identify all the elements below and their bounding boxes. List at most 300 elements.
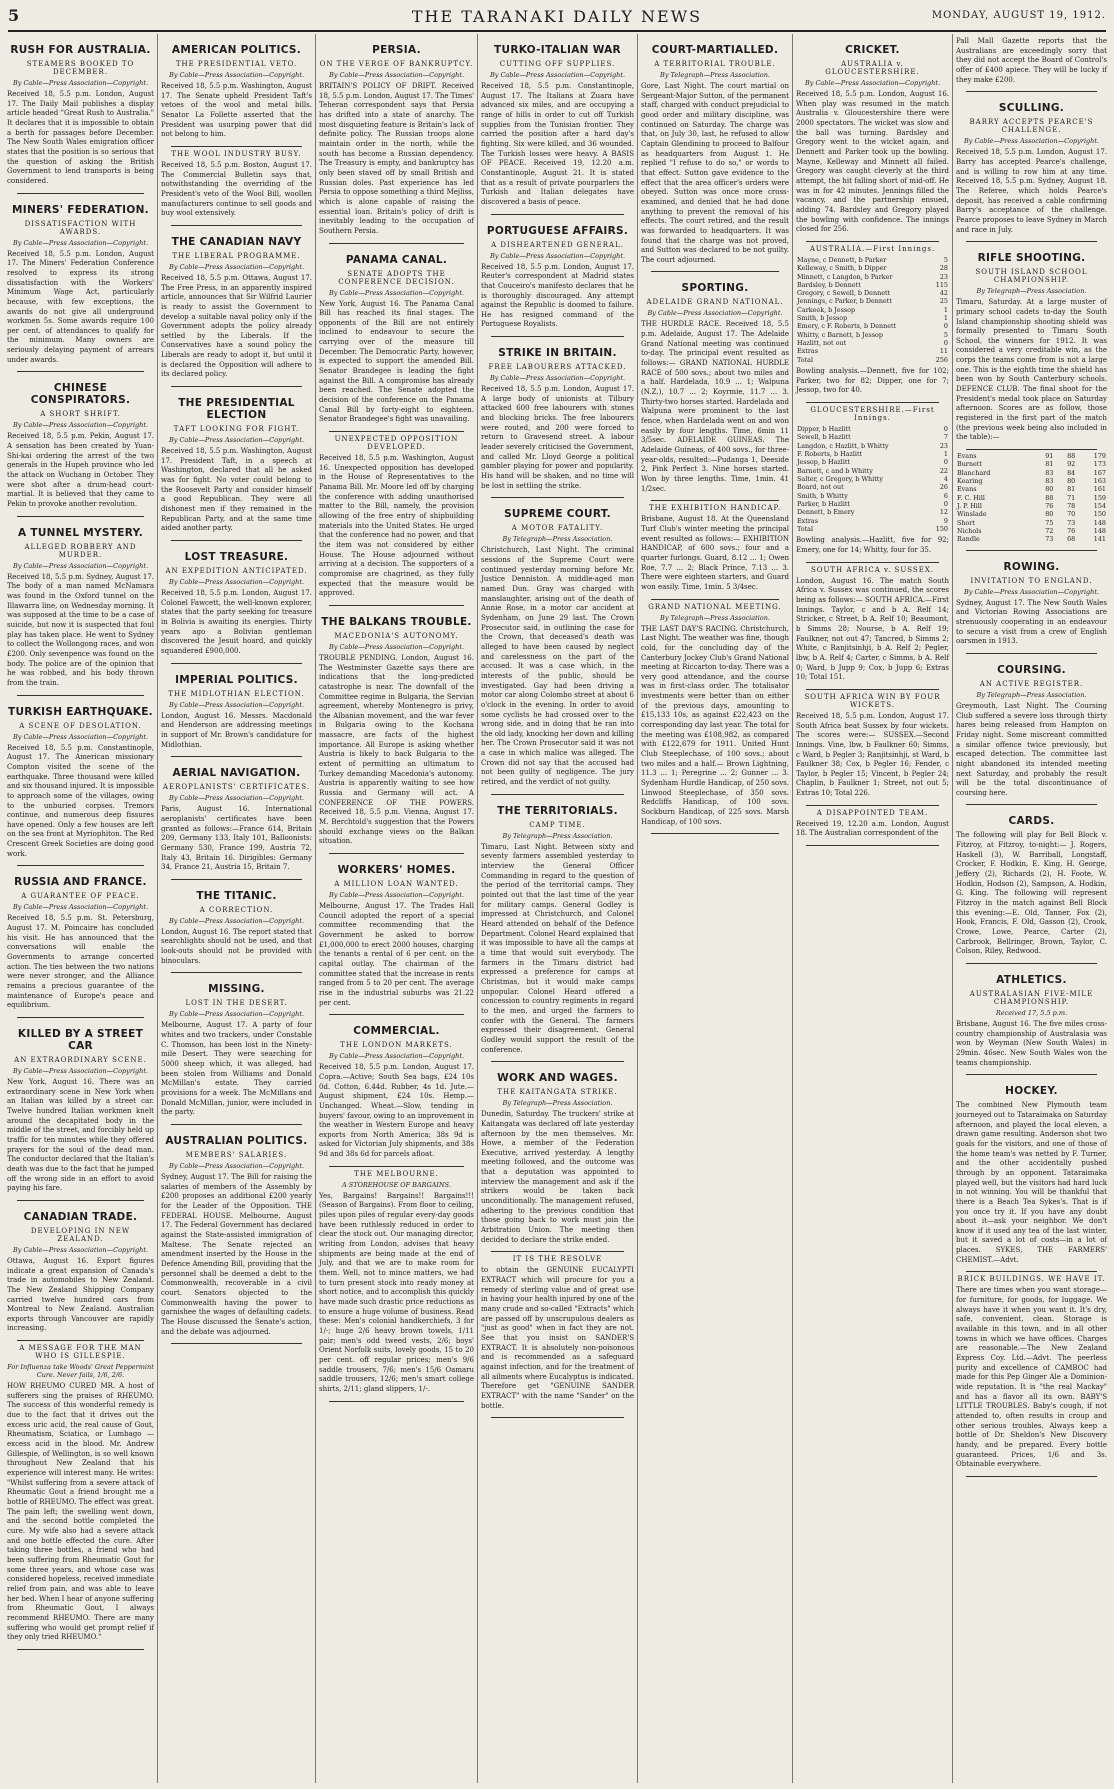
table-cell: 0: [943, 458, 948, 467]
table-cell: 23: [939, 441, 948, 450]
article-subheading: DISSATISFACTION WITH AWARDS.: [24, 219, 137, 236]
section-divider: [17, 695, 144, 696]
article-body: New York, August 16. The Panama Canal Bill has reached its final stages. The opponents of the Bill are not entirely inclined to endeavour to secure the carrying over of the measure till December. The Democratic Party, however, is expected to support the amended Bill. Senator Brandegee is leading the fight against the Bill. A compromise has already been reached. The Senate adopted the decision of the conference on the Panama Canal Bill by forty-eight to eighteen. Senator Brandegee's fight was unavailing.: [319, 299, 474, 424]
article-body: THE LAST DAY'S RACING. Christchurch, Last Night. The weather was fine, though cold, for the concluding day of the Canterbury Jockey Club's Grand National meeting at Riccarton to-day. There was a very good attendance, and the course was in first-class order. The totalisator investments were better than on either of the previous days, amounting to £15,133 10s, as against £22,423 on the corresponding day last year. The total for the meeting was £108,982, as compared with £122,679 for 1911. United Hunt Club Steeplechase, of 100 sovs.; about two miles and a half.— Brown Lightning, 11.3 ... 1; Peregrine ... 2; Gunner ... 3. Sydenham Hurdle Handicap, of 250 sovs. Linwood Steeplechase, of 350 sovs. Redcliffs Handicap, of 100 sovs. Sockburn Handicap, of 225 sovs. Marsh Handicap, of 100 sovs.: [641, 624, 789, 826]
article-body: Melbourne, August 17. The Trades Hall Council adopted the report of a special committee recommending that the Government be asked to borrow £1,000,000 to erect 2000 houses, charging the tenants a rental of 6 per cent. on the capital outlay. The chairman of the committee stated that the increase in rents ranged from 5 to 20 per cent. The average rise in the industrial suburbs was 21.22 per cent.: [319, 902, 474, 1007]
article-headline: AERIAL NAVIGATION.: [172, 767, 301, 780]
article-subheading: THE LONDON MARKETS.: [340, 1041, 453, 1050]
table-cell: 0: [943, 425, 948, 434]
article-body: Received 18, 5.5 p.m. Constantinople, August 17. The Italians at Zuara have advanced six miles, and are occupying a range of hills in order to cut off Turkish supplies from the Tunisian frontier. They carried the position after a hard day's fighting. Six were killed, and 36 wounded. The Turkish losses were heavy. A BASIS OF PEACE. Received 19, 12.20 a.m. Constantinople, August 21. It is stated that as a result of private pourparlers the Turkish and Italian delegates have discovered a basis of peace.: [481, 82, 634, 206]
section-divider: [966, 804, 1097, 805]
article: [161, 150, 312, 226]
table-row: [796, 458, 949, 466]
table-cell: Evans: [957, 485, 977, 494]
article-subheading: AUSTRALIA v. GLOUCESTERSHIRE.: [825, 60, 920, 76]
article-headline: MINERS' FEDERATION.: [12, 203, 149, 216]
article-credit: By Telegraph—Press Association.: [660, 71, 770, 79]
section-divider: [329, 1166, 464, 1167]
article-body: Received 18, 5.5 p.m. Constantinople, August 17. The American missionary Compton visited the scene of the earthquake. Three thousand were killed and six thousand injured. It is impossible to approach some of the villages, owing to the unburied corpses. Tremors continue, and numerous deep fissures have opened. Only a few houses are left on the sea front at Myriophiton. The Red Crescent Greek Societies are doing good work.: [7, 743, 154, 858]
article-body: Brisbane, August 18. At the Queensland Turf Club's winter meeting the principal event resulted as follows:— EXHIBITION HANDICAP, of 600 sovs.; four and a quarter furlongs. Guard, 8.12 ... 1; Owen Roe, 7.7 ... 2; Black Prince, 7.13 ... 3. There were eighteen starters, and Guard won easily. Time, 1min. 5 3/4sec.: [641, 515, 789, 591]
article: [481, 508, 634, 794]
article-credit: By Cable—Press Association—Copyright.: [328, 288, 465, 297]
article: [7, 706, 154, 867]
article-credit: By Cable—Press Association—Copyright.: [804, 79, 941, 87]
article-headline: THE TITANIC.: [196, 889, 277, 902]
article: [7, 527, 154, 696]
article-credit: By Cable—Press Association—Copyright.: [328, 891, 465, 899]
table-cell: 163: [1093, 477, 1106, 486]
table-cell: Short: [957, 518, 975, 527]
article-subheading: THE LIBERAL PROGRAMME.: [172, 251, 301, 260]
article: [796, 406, 949, 563]
article-credit: By Cable—Press Association—Copyright.: [12, 732, 149, 741]
article-credit: By Cable—Press Association—Copyright.: [12, 903, 149, 912]
score-table: [796, 425, 949, 533]
article-headline: AMERICAN POLITICS.: [171, 44, 302, 56]
table-cell: 76: [1067, 526, 1076, 535]
article: [7, 204, 154, 373]
section-divider: [806, 845, 939, 846]
section-divider: [651, 500, 779, 501]
section-divider: [491, 214, 624, 215]
table-row: [796, 508, 949, 516]
article-headline: THE CANADIAN NAVY: [171, 235, 302, 248]
article: [7, 382, 154, 516]
article-credit: By Telegraph—Press Association.: [976, 690, 1087, 699]
section-divider: [171, 879, 302, 880]
section-divider: [966, 963, 1097, 964]
article-body: Received 18, 5.5 p.m. Ottawa, August 17. The Free Press, in an apparently inspired article, announces that Sir Wilfrid Laurier is ready to assist the Government to develop a suitable naval policy only if the Government adopts the policy already settled by the Liberals. If the Conservatives have a sound policy the Liberals are ready to adopt it, but until it is declared the Opposition will adhere to its declared policy.: [161, 273, 312, 379]
table-cell: Extras: [797, 516, 818, 525]
table-cell: 88: [1045, 493, 1054, 502]
article-credit: By Telegraph—Press Association.: [660, 613, 770, 622]
table-cell: 81: [1067, 485, 1076, 494]
section-divider: [806, 241, 939, 242]
section-divider: [17, 1200, 144, 1201]
article-subheading: A MILLION LOAN WANTED.: [334, 880, 459, 888]
table-cell: Carkeek, b Jessop: [797, 305, 856, 314]
article-body: Received 18, 5.5 p.m. Washington, August 17. President Taft, in a speech at Washington, declared that all he asked was for fight. No voter could belong to the Roosevelt Party and consider himself a good Republican. They were all dishonest men if they remained in the Republican Party, and at the same time aided another party.: [161, 447, 312, 533]
article-subheading: TAFT LOOKING FOR FIGHT.: [173, 425, 300, 434]
article-headline: CHINESE CONSPIRATORS.: [30, 382, 131, 407]
section-divider: [491, 1251, 624, 1252]
table-row: [796, 425, 949, 433]
section-divider: [966, 653, 1097, 654]
table-row: [796, 264, 949, 272]
table-cell: Whitty, c Barnett, b Jessop: [797, 330, 883, 339]
article-subheading: A DISAPPOINTED TEAM.: [816, 808, 929, 817]
table-row: [956, 502, 1107, 510]
article-body: Received 19, 12.20 a.m. London, August 18. The Australian correspondent of the: [796, 819, 949, 838]
table-row: [956, 494, 1107, 502]
article-subheading: THE EXHIBITION HANDICAP.: [648, 504, 782, 513]
table-cell: Burnett: [957, 460, 982, 469]
article-headline: WORKERS' HOMES.: [337, 864, 456, 876]
article-headline: RUSSIA AND FRANCE.: [14, 876, 147, 889]
article-subheading: THE PRESIDENTIAL VETO.: [175, 60, 298, 68]
article-subheading: LOST IN THE DESERT.: [185, 999, 288, 1008]
article-body: Ottawa, August 16. Export figures indicate a great expansion of Canada's trade in automobiles to New Zealand. The New Zealand Shipping Company carried twelve hundred cars from Montreal to New Zealand. Australian exports through Vancouver are rapidly increasing.: [7, 1256, 154, 1333]
article: [956, 664, 1107, 806]
article-body: London, August 16. Messrs. Macdonald and Henderson are addressing meetings in support of Mr. Brown's candidature for Midlothian.: [161, 711, 312, 749]
table-row: [956, 535, 1107, 543]
article-headline: MISSING.: [208, 983, 265, 996]
table-row: [796, 450, 949, 458]
article-credit: By Telegraph—Press Association.: [976, 287, 1087, 296]
section-divider: [329, 431, 464, 432]
table-cell: Jennings, c Parker, b Dennett: [797, 297, 892, 306]
article: [161, 983, 312, 1125]
table-cell: 141: [1093, 535, 1106, 544]
table-row: [796, 297, 949, 305]
article-subheading: A CORRECTION.: [199, 905, 274, 914]
section-divider: [329, 1401, 464, 1402]
section-divider: [651, 599, 779, 600]
article: [796, 44, 949, 242]
table-cell: 0: [943, 322, 948, 331]
section-divider: [329, 243, 464, 244]
article: [956, 452, 1107, 551]
article-subheading: MACEDONIA'S AUTONOMY.: [334, 631, 459, 640]
article-subheading: THE KAITANGATA STRIKE.: [497, 1088, 618, 1097]
table-row: [796, 356, 949, 364]
article: [161, 767, 312, 880]
section-divider: [171, 1124, 302, 1125]
article: [956, 1085, 1107, 1272]
table-cell: 73: [1067, 518, 1076, 527]
article-subheading: AN ACTIVE REGISTER.: [979, 679, 1084, 688]
article-credit: By Cable—Press Association—Copyright.: [12, 561, 149, 570]
article: [956, 37, 1107, 92]
article-headline: WORK AND WAGES.: [497, 1072, 618, 1085]
table-cell: Total: [797, 355, 814, 364]
article: [7, 1211, 154, 1341]
article: [796, 809, 949, 846]
article: [161, 890, 312, 974]
table-row: [796, 339, 949, 347]
article-credit: By Telegraph—Press Association.: [502, 535, 613, 544]
section-divider: [651, 271, 779, 272]
article-body: Received 18, 5.5 p.m. Boston, August 17. The Commercial Bulletin says that, notwithstanding the overriding of the President's veto of the Wool Bill, woollen manufacturers continue to sell goods and buy wool extensively.: [161, 160, 312, 218]
article-subheading: A DISHEARTENED GENERAL.: [491, 240, 624, 249]
table-cell: 23: [939, 272, 948, 281]
article-credit: By Cable—Press Association—Copyright.: [168, 71, 305, 79]
section-divider: [17, 193, 144, 194]
column-2: [157, 34, 315, 1783]
article-subheading: AUSTRALIA.—First Innings.: [809, 244, 936, 253]
article: [319, 1170, 474, 1402]
table-row: [796, 289, 949, 297]
article-headline: THE PRESIDENTIAL ELECTION: [178, 397, 295, 422]
article-subheading: DEVELOPING IN NEW ZEALAND.: [30, 1226, 131, 1243]
article-subheading: ALLEGED ROBBERY AND MURDER.: [24, 542, 137, 559]
article-body: Received 18, 5.5 p.m. London, August 17. South Africa beat Sussex by four wickets. The scores were:— SUSSEX.—Second Innings. Vine, lbw, b Faulkner 60; Simms, c Ward, b Pegler 3; Ranjitsinhji, st Ward, b Faulkner 38; Cox, b Pegler 16; Fender, c Taylor, b Pegler 15; Vincent, b Pegler 24; Chaplin, b Faulkner 1; Street, not out 5; Extras 10; Total 226.: [796, 711, 949, 798]
table-cell: Total: [797, 525, 814, 534]
section-divider: [966, 550, 1097, 551]
section-divider: [966, 241, 1097, 242]
article-credit: By Cable—Press Association—Copyright.: [489, 374, 626, 383]
article-credit: By Telegraph—Press Association.: [502, 831, 613, 840]
table-cell: Winslade: [957, 510, 987, 519]
article: [319, 254, 474, 433]
table-cell: 28: [939, 264, 948, 273]
article-subheading: CAMP TIME.: [529, 820, 586, 829]
section-divider: [651, 833, 779, 834]
table-cell: 1: [943, 305, 948, 314]
section-divider: [491, 1417, 624, 1418]
table-cell: F. Roberts, b Hazlitt: [797, 450, 863, 459]
article-credit: By Cable—Press Association—Copyright.: [328, 1052, 465, 1061]
table-cell: 4: [943, 475, 948, 484]
article-body: Sydney, August 17. The Bill for raising the salaries of members of the Assembly by £200 proposes an additional £200 yearly for the Leader of the Opposition. THE FEDERAL HOUSE. Melbourne, August 17. The Federal Government has declared against the State-assisted immigration of Maltese. The Senate rejected an amendment inserted by the House in the Defence Amending Bill, providing that the personnel shall be deemed a debt to the Commonwealth, recoverable in a civil court. Senators objected to the Commonwealth having the power to garnishee the wages of defaulting cadets. The House discussed the Senate's action, and the debate was adjourned.: [161, 1173, 312, 1336]
table-cell: Bardsley, b Dennett: [797, 280, 861, 289]
article-body: Received 18, 5.5 p.m. London, August 17. Barry has accepted Pearce's challenge, and is willing to row him at any time. Received 18, 5.5 p.m. Sydney, August 18. The Referee, which holds Pearce's deposit, has received a cable confirming Barry's acceptance of the challenge. Pearce proposes to leave Sydney in March and race in July.: [956, 148, 1107, 234]
article-headline: AUSTRALIAN POLITICS.: [165, 1135, 308, 1147]
article-subheading: AEROPLANISTS' CERTIFICATES.: [162, 783, 311, 792]
article-subheading: A SCENE OF DESOLATION.: [19, 721, 142, 730]
section-divider: [966, 449, 1097, 450]
section-divider: [966, 1476, 1097, 1477]
section-divider: [171, 663, 302, 664]
table-cell: 71: [1067, 493, 1076, 502]
section-divider: [329, 853, 464, 854]
section-divider: [966, 1074, 1097, 1075]
article: [161, 1135, 312, 1344]
article-headline: COMMERCIAL.: [353, 1025, 440, 1038]
article-body: Received 18, 5.5 p.m. Washington, August 17. The Senate upheld President Taft's vetoes of the wool and metal bills. Senator La Follette asserted that the President was usurping power that did not belong to him.: [161, 82, 312, 139]
article: [956, 102, 1107, 242]
article-subheading: GLOUCESTERSHIRE.—First Innings.: [810, 406, 935, 423]
table-cell: 73: [1045, 535, 1054, 544]
article: [161, 44, 312, 147]
table-cell: 179: [1093, 452, 1106, 461]
article-body: Received 18, 5.5 p.m. London, August 17. A large body of unionists at Tilbury attacked 600 free labourers with stones and blocking bricks. The free labourers were routed, and 200 were forced to return to Gravesend street. A labour leader severely criticised the Government, and called Mr. Lloyd George a political gambler playing for power and popularity. His hand will be shaken, and no time will be lost in settling the strike.: [481, 385, 634, 490]
table-cell: 5: [943, 255, 948, 264]
article-headline: LOST TREASURE.: [184, 551, 289, 563]
table-cell: 11: [939, 347, 948, 356]
article-credit: For Influenza take Woods' Great Peppermint Cure. Never fails, 1/6, 2/6.: [7, 1363, 154, 1380]
article-body: Received 18, 5.5 p.m. Pekin, August 17. A sensation has been created by Yuan-Shi-kai ordering the arrest of the two generals in the Hupeh province who led the attack on Wuchang in October. They were shot after a drum-head court-martial. It is believed that they came to Pekin to provoke another revolution.: [7, 432, 154, 509]
article-subheading: FREE LABOURERS ATTACKED.: [488, 363, 627, 372]
table-cell: 25: [939, 297, 948, 306]
table-cell: 167: [1093, 468, 1106, 477]
table-cell: Smith, b Jessop: [797, 314, 848, 323]
article-body: Received 18, 5.5 p.m. London, August 17. Copra.—Active; South Sea bags, £24 10s 0d. Cotton, 6.44d. Rubber, 4s 1d. Jute.—August shipment, £24 10s. Hemp.—Unchanged. Wheat.—Slow, tending in buyers' favour, owing to an improvement in the weather in Western Europe and heavy exports from North America; 38s 9d is asked for Victorian July shipments, and 38s 9d and 38s 6d for parcels afloat.: [319, 1063, 474, 1159]
table-cell: 83: [1045, 477, 1054, 486]
table-cell: 22: [939, 466, 948, 475]
article-body: The combined New Plymouth team journeyed out to Tataraimaka on Saturday afternoon, and played the local eleven, a drawn game resulting. Anderson shot two goals for the visitors, and one of those of the home team's was netted by F. Turner, and the other accidentally pushed through by an opponent. Tataraimaka played well, but the visitors had hard luck in not winning. You will be thankful that there is a Beach Tea Sykes's. That is if you once try it. If you have any doubt about it—ask your neighbor. We don't know if it used any tea of the last winter, but it saved a lot of costs—in a lot of places. SYKES, THE FARMERS' CHEMIST.—Advt.: [956, 1101, 1107, 1264]
issue-date: MONDAY, AUGUST 19, 1912.: [931, 10, 1106, 21]
table-cell: 42: [939, 289, 948, 298]
table-cell: F. C. Hill: [957, 493, 985, 502]
table-row: [956, 477, 1107, 485]
article: [481, 1255, 634, 1418]
table-cell: 26: [939, 483, 948, 492]
table-cell: 7: [943, 433, 948, 442]
table-cell: 75: [1045, 518, 1054, 527]
table-cell: Parker, b Hazlitt: [797, 500, 851, 509]
article: [161, 236, 312, 387]
table-cell: 6: [943, 491, 948, 500]
table-cell: 68: [1067, 535, 1076, 544]
table-cell: 76: [1045, 502, 1054, 510]
column-1: [4, 34, 157, 1783]
article-body: Received 18, 5.5 p.m. Washington, August 16. Unexpected opposition has developed in the House of Representatives to the Panama Bill. Mr. Moore led off by charging the conference with adding unauthorised matter to the Bill, namely, the provision allowing of the free entry of shipbuilding materials into the United States. He urged that the conference had no power, and that the item was not considered by either House. The House adjourned without arriving at a decision. The supporters of a compromise are chagrined, as they fully expected that the measure would be approved.: [319, 454, 474, 598]
table-cell: Blanchard: [957, 468, 991, 477]
section-divider: [806, 805, 939, 806]
table-cell: Gregory, c Sewell, b Dennett: [797, 289, 891, 298]
article: [956, 974, 1107, 1075]
article-credit: By Telegraph—Press Association.: [502, 1099, 613, 1108]
article-credit: By Cable—Press Association—Copyright.: [168, 1010, 305, 1019]
article-credit: By Cable—Press Association—Copyright.: [328, 642, 465, 651]
article: [161, 674, 312, 758]
table-row: [956, 519, 1107, 527]
article-headline: ATHLETICS.: [996, 974, 1067, 987]
table-cell: 1: [943, 450, 948, 459]
article-headline: IMPERIAL POLITICS.: [175, 673, 298, 686]
article-credit: By Cable—Press Association—Copyright.: [168, 1162, 305, 1170]
table-cell: Mayne, c Dennett, b Parker: [797, 255, 887, 264]
article-body: Brisbane, August 16. The five miles cross-country championship of Australasia was won by Weyman (New South Wales) in 29min. 46sec. New South Wales won the teams championship.: [956, 1020, 1107, 1067]
article-subheading: BRICK BUILDINGS. WE HAVE IT.: [957, 1275, 1106, 1284]
table-cell: Nichols: [957, 526, 982, 535]
article-body: Received 18, 5.5 p.m. St. Petersburg, August 17. M. Poincaire has concluded his visit. He has announced that the conversations will enable the Governments to arrange concerted action. The ties between the two nations were never stronger, and the Alliance remains a precious guarantee of the maintenance of Europe's peace and equilibrium.: [7, 914, 154, 1010]
table-cell: Salter, c Gregory, b Whitty: [797, 475, 883, 484]
section-divider: [17, 865, 144, 866]
table-row: [796, 273, 949, 281]
table-cell: 256: [935, 355, 948, 364]
article-subheading: A GUARANTEE OF PEACE.: [21, 892, 140, 901]
table-cell: 80: [1045, 510, 1054, 519]
article-body: Received 18, 5.5 p.m. London, August 17. The Daily Mail publishes a display article headed "Great Rush to Australia." It declares that it is impossible to obtain a berth for passages before December. The New South Wales emigration officer states that the position is so serious that the question of asking the British Government to lend transports is being considered.: [7, 90, 154, 185]
table-cell: Randle: [957, 535, 980, 544]
table-cell: 70: [1067, 510, 1076, 519]
article-subheading: THE MIDLOTHIAN ELECTION.: [168, 689, 305, 698]
article: [796, 566, 949, 690]
article: [319, 616, 474, 854]
article-credit: By Cable—Press Association—Copyright.: [12, 421, 149, 430]
article-body: New York, August 16. There was an extraordinary scene in New York when an Italian was killed by a street car. Twelve hundred Italian workmen knelt around the decapitated body in the middle of the street, and forcibly held up traffic for ten minutes while they offered prayers for the soul of the dead man. The conductor declared that the Italian's death was due to the fact that he jumped off the wrong side in an effort to avoid paying his fare.: [7, 1078, 154, 1193]
article: [481, 44, 634, 215]
section-divider: [171, 756, 302, 757]
table-cell: 83: [1045, 468, 1054, 477]
article-subheading: SENATE ADOPTS THE CONFERENCE DECISION.: [338, 269, 455, 286]
table-cell: 81: [1045, 460, 1054, 469]
article-body: Melbourne, August 17. A party of four whites and two trackers, under Constable C. Thomson, has been lost in the Ninety-mile Desert. They were searching for 5000 sheep which, it was alleged, had been stolen from Williams and Donald McMillan's estate. They carried provisions for a week. The McMillans and Donald McMillan, junior, were included in the party.: [161, 1021, 312, 1117]
article-credit: By Cable—Press Association—Copyright.: [12, 238, 149, 247]
article: [641, 44, 789, 272]
section-divider: [806, 562, 939, 563]
page-number: 5: [8, 6, 20, 25]
article-headline: THE BALKANS TROUBLE.: [321, 615, 472, 628]
article: [641, 282, 789, 501]
article-credit: By Cable—Press Association—Copyright.: [168, 578, 305, 586]
table-row: [796, 306, 949, 314]
article: [7, 1028, 154, 1201]
newspaper-title: THE TARANAKI DAILY NEWS: [411, 7, 703, 26]
article-body: There are times when you want storage—for furniture, for goods, for luggage. We always have it when you want it. It's dry, safe, convenient, clean. Storage is available in this town, and in all other towns in which we have offices. Charges are reasonable.—The New Zealand Express Coy. Ltd.—Advt. The peerless purity and excellence of CAMBOC had made for this Pep Ginger Ale a Dominion-wide reputation. It is "the real Mackay" and has a flavor all its own. BABY'S LITTLE TROUBLES. Baby's cough, if not attended to, often results in croup and other serious troubles. Always keep a bottle of Dr. Sheldon's New Discovery handy, and be prepared. Every bottle guaranteed. Prices, 1/6 and 3s. Obtainable everywhere.: [956, 1286, 1107, 1469]
article-body: BRITAIN'S POLICY OF DRIFT. Received 18, 5.5 p.m. London, August 17. The Times' Teheran correspondent says that Persia has drifted into a state of anarchy. The most disquieting feature is Britain's lack of definite policy. The Russian troops alone maintain order in the north, while the south has become a Russian dependency. The Treasury is empty, and bankruptcy has only been staved off by small British and Russian doles. Past experience has led Persia to oppose something a third Mejliss, which is alone capable of raising the essential loan. Britain's policy of drift is inevitably leading to the occupation of Southern Persia.: [319, 82, 474, 235]
article-headline: CANADIAN TRADE.: [23, 1210, 138, 1223]
article: [481, 225, 634, 338]
article: [7, 44, 154, 194]
article-subheading: A MOTOR FATALITY.: [511, 524, 604, 533]
article-credit: Received 17, 5.5 p.m.: [995, 1009, 1068, 1018]
article-subheading: ADELAIDE GRAND NATIONAL.: [646, 298, 784, 307]
article-headline: COURT-MARTIALLED.: [651, 44, 779, 56]
article-headline: CARDS.: [1008, 815, 1055, 828]
table-cell: Emery, c F. Roberts, b Dennett: [797, 322, 897, 331]
article-body: Dunedin, Saturday. The truckers' strike at Kaitangata was declared off late yesterday afternoon by the men themselves. Mr. Howe, a member of the Federation Executive, arrived yesterday. A lengthy meeting followed, and the outcome was that a deputation was appointed to interview the management and ask if the strikers would be taken back unconditionally. The management refused, adhering to the previous condition that those going back to work must join the Arbitration Union. The meeting then decided to declare the strike ended.: [481, 1110, 634, 1244]
article-subheading: AN EXTRAORDINARY SCENE.: [14, 1056, 147, 1064]
article-credit: By Cable—Press Association—Copyright.: [963, 587, 1100, 596]
article-body: Timaru, Last Night. Between sixty and seventy farmers assembled yesterday to interview the General Officer Commanding in regard to the question of the period of the territorial camps. They pointed out that the last time of the year for military camps. General Godley is impressed at Christchurch, and Colonel Heard attended on behalf of the Defence Department. Colonel Heard explained that it was impossible to have all the camps at a time that would suit everybody. The farmers in the Timaru district had expressed a preference for camps at Christmas, but it would make camps unpopular. Colonel Heard offered a concession to country regiments in regard to the men, and urged the farmers to confer with the General. The farmers expressed their disagreement. General Godley would support the result of the conference.: [481, 842, 634, 1054]
article: [641, 504, 789, 599]
table-cell: 80: [1045, 485, 1054, 494]
article-body: to obtain the GENUINE EUCALYPTI EXTRACT which will procure for you a remedy of sterling value and of great use in having your health injured by one of the many crude and so-called "Extracts" which are passed off by unscrupulous dealers as "just as good" when in fact they are not. See that you insist on SANDER'S EXTRACT. It is absolutely non-poisonous and is recommended as a safeguard against infection, and for the treatment of all ailments where Eucalyptus is indicated. Therefore get "GENUINE SANDER EXTRACT" with the name "Sander" on the bottle.: [481, 1266, 634, 1410]
article: [956, 1275, 1107, 1476]
table-cell: Langdon, c Hazlitt, b Whitty: [797, 441, 889, 450]
table-cell: 92: [1067, 460, 1076, 469]
table-cell: 154: [1093, 502, 1106, 510]
article-credit: By Cable—Press Association—Copyright.: [168, 262, 305, 271]
section-divider: [171, 972, 302, 973]
article-credit: By Cable—Press Association—Copyright.: [12, 79, 149, 87]
article-subheading: IT IS THE RESOLVE: [512, 1255, 603, 1264]
section-divider: [491, 794, 624, 795]
article: [319, 44, 474, 244]
article-subheading: STEAMERS BOOKED TO DECEMBER.: [26, 60, 135, 76]
table-cell: 80: [1067, 477, 1076, 486]
article: [796, 245, 949, 403]
table-cell: 91: [1045, 452, 1054, 461]
article-headline: CRICKET.: [845, 44, 900, 56]
article-credit: By Cable—Press Association—Copyright.: [12, 1245, 149, 1254]
table-row: [796, 467, 949, 475]
article-headline: KILLED BY A STREET CAR: [17, 1028, 144, 1052]
column-6: [792, 34, 952, 1783]
table-row: [796, 433, 949, 441]
article-credit: A STOREHOUSE OF BARGAINS.: [342, 1180, 451, 1189]
table-row: [956, 527, 1107, 535]
article-subheading: GRAND NATIONAL MEETING.: [648, 602, 782, 611]
score-table: [796, 256, 949, 364]
table-cell: 148: [1093, 526, 1106, 535]
article: [956, 815, 1107, 964]
table-cell: Minnett, c Langdon, b Parker: [797, 272, 893, 281]
table-cell: 148: [1093, 518, 1106, 527]
table-row: [796, 322, 949, 330]
table-row: [796, 525, 949, 533]
article-subheading: SOUTH AFRICA v. SUSSEX.: [810, 565, 935, 574]
table-row: [796, 314, 949, 322]
article-body: Paris, August 16. International aeroplanists' certificates have been granted as follows:—France 614, Britain 209, Germany 133, Italy 101, Balloonists: Germany 530, France 199, Austria 72, Italy 43, Britain 16. Dirigibles: Germany 34, France 21, Austria 15, Britain 7.: [161, 805, 312, 872]
table-cell: 5: [943, 330, 948, 339]
article-headline: PERSIA.: [372, 44, 421, 56]
table-cell: 150: [1093, 510, 1106, 519]
article-headline: ROWING.: [1003, 560, 1060, 573]
table-cell: Board, not out: [797, 483, 844, 492]
article-body: Bowling analysis.—Dennett, five for 102; Parker, two for 82; Dipper, one for 7; Jessop, two for 40.: [796, 367, 949, 395]
table-cell: Dipper, b Hazlitt: [797, 425, 851, 434]
article-subheading: SOUTH ISLAND SCHOOL CHAMPIONSHIP.: [975, 268, 1088, 285]
section-divider: [171, 225, 302, 226]
article-credit: By Cable—Press Association—Copyright.: [168, 436, 305, 445]
table-cell: 161: [1093, 485, 1106, 494]
article-subheading: UNEXPECTED OPPOSITION DEVELOPED.: [334, 435, 459, 452]
section-divider: [171, 1343, 302, 1344]
